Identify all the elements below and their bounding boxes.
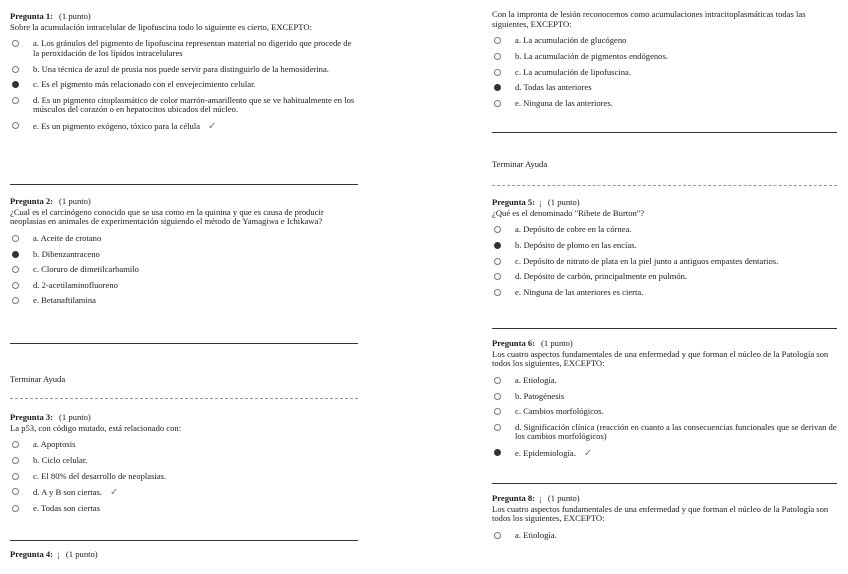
option-d[interactable] xyxy=(492,83,837,93)
option-d[interactable] xyxy=(10,96,358,115)
question-points: (1 punto) xyxy=(541,338,573,348)
option-label: c. Cloruro de dimetilcarbamilo xyxy=(33,264,139,275)
radio-button[interactable] xyxy=(12,282,19,289)
option-e[interactable] xyxy=(492,448,837,459)
radio-button[interactable] xyxy=(494,424,501,431)
question-1 xyxy=(10,12,358,138)
divider xyxy=(10,184,358,185)
options-list xyxy=(10,39,358,132)
question-title: Pregunta 6: xyxy=(492,338,536,348)
question-title: Pregunta 4: xyxy=(10,549,54,559)
option-e[interactable] xyxy=(492,288,837,298)
divider xyxy=(492,132,837,133)
question-points: (1 punto) xyxy=(65,549,98,559)
option-e[interactable] xyxy=(10,504,358,514)
radio-button[interactable] xyxy=(494,37,501,44)
option-d[interactable] xyxy=(10,487,358,498)
question-2 xyxy=(10,197,358,312)
radio-button[interactable] xyxy=(494,258,501,265)
option-label: d. 2-acetilaminofluoreno xyxy=(33,279,118,290)
divider xyxy=(10,398,358,399)
option-label: d. Depósito de carbón, principalmente en pulmón. xyxy=(515,271,688,282)
option-label: e. Betanaftilamina xyxy=(33,295,96,306)
question-stem: Con la impronta de lesión reconocemos como acumulaciones intracitoplasmáticas todas las siguientes, EXCEPTO: xyxy=(492,9,806,29)
question-title: Pregunta 2: xyxy=(10,196,54,206)
divider xyxy=(10,343,358,344)
option-label: c. Depósito de nitrato de plata en la piel junto a antiguos empastes dentarios. xyxy=(515,255,779,266)
flag-icon: ¡ xyxy=(539,493,542,503)
radio-button[interactable] xyxy=(494,377,501,384)
divider xyxy=(492,483,837,484)
option-label: a. Etiología. xyxy=(515,529,557,540)
option-b[interactable] xyxy=(492,241,837,251)
options-list xyxy=(10,440,358,514)
question-4 xyxy=(10,550,358,560)
radio-button[interactable] xyxy=(494,69,501,76)
option-c[interactable] xyxy=(492,407,837,417)
radio-button[interactable] xyxy=(494,289,501,296)
option-label: c. Cambios morfológicos. xyxy=(515,406,604,417)
option-label: d. Significación clínica (reacción en cuanto a las consecuencias funcionales que se derivan de los cambios morfológicos) xyxy=(515,421,837,442)
check-mark-icon: ✓ xyxy=(208,121,217,132)
option-b[interactable] xyxy=(492,392,837,402)
question-header xyxy=(10,550,358,560)
check-mark-icon: ✓ xyxy=(109,487,119,499)
radio-button[interactable] xyxy=(494,100,501,107)
check-mark-icon: ✓ xyxy=(583,448,593,459)
radio-button[interactable] xyxy=(494,226,501,233)
option-d[interactable] xyxy=(492,423,837,442)
radio-button[interactable] xyxy=(12,441,19,448)
radio-button[interactable] xyxy=(12,97,19,104)
option-label: a. Los gránulos del pigmento de lipofuscina representan material no digerido que procede de la peroxidación de los lípidos intracelulares xyxy=(33,38,352,58)
question-stem: Los cuatro aspectos fundamentales de una enfermedad y que forman el núcleo de la Patología son todos los siguientes, EXCEPTO: xyxy=(492,348,829,369)
option-e[interactable] xyxy=(10,121,358,132)
question-stem: ¿Qué es el denominado "Ribete de Burton"? xyxy=(492,207,645,218)
option-d[interactable] xyxy=(10,281,358,291)
option-d[interactable] xyxy=(492,272,837,282)
option-a[interactable] xyxy=(10,39,358,58)
option-label: a. Depósito de cobre en la córnea. xyxy=(515,224,632,235)
option-a[interactable] xyxy=(10,234,358,244)
question-stem: La p53, con código mutado, está relacionado con: xyxy=(10,422,182,433)
question-continued xyxy=(492,9,837,114)
options-list xyxy=(10,234,358,306)
option-a[interactable] xyxy=(492,531,837,541)
option-label: a. La acumulación de glucógeno xyxy=(515,35,627,46)
radio-button[interactable] xyxy=(12,66,19,73)
radio-button-selected[interactable] xyxy=(494,84,501,91)
divider xyxy=(492,328,837,329)
option-label: d. A y B son ciertas. xyxy=(33,487,102,498)
option-c[interactable] xyxy=(10,472,358,482)
footer-links[interactable]: Terminar Ayuda xyxy=(10,374,66,384)
flag-icon: ¡ xyxy=(57,549,60,559)
radio-button[interactable] xyxy=(494,273,501,280)
question-stem: Los cuatro aspectos fundamentales de una enfermedad y que forman el núcleo de la Patología son todos los siguientes, EXCEPTO: xyxy=(492,503,829,524)
options-list xyxy=(492,531,837,541)
option-c[interactable] xyxy=(492,68,837,78)
footer-links[interactable]: Terminar Ayuda xyxy=(492,159,548,169)
option-a[interactable] xyxy=(492,225,837,235)
question-stem: ¿Cual es el carcinógeno conocido que se usa como en la quinina y que es causa de producir neoplasias en animales de experimentación siguiendo el método de Yamagiwa e Ichikawa? xyxy=(10,206,324,227)
options-list xyxy=(492,376,837,459)
option-label: b. Patogénesis xyxy=(515,390,565,401)
question-header xyxy=(10,12,358,22)
option-label: d. Es un pigmento citoplasmático de color marrón-amarillento que se ve habitualmente en los músculos del corazón o en hepatocitos ubicados del núcleo. xyxy=(33,94,355,115)
question-title: Pregunta 8: xyxy=(492,493,536,503)
option-label: e. Todas son ciertas xyxy=(33,503,101,514)
question-title: Pregunta 5: xyxy=(492,197,536,207)
option-label: e. Ninguna de las anteriores. xyxy=(515,97,613,108)
option-b[interactable] xyxy=(10,456,358,466)
radio-button[interactable] xyxy=(12,122,19,129)
question-5 xyxy=(492,198,837,303)
radio-button[interactable] xyxy=(12,505,19,512)
question-3 xyxy=(10,413,358,520)
question-title: Pregunta 3: xyxy=(10,412,54,422)
question-header xyxy=(492,198,837,208)
radio-button[interactable] xyxy=(494,532,501,539)
question-stem: Sobre la acumulación intracelular de lipofuscina todo lo siguiente es cierto, EXCEPTO: xyxy=(10,21,312,32)
option-label: e. Ninguna de las anteriores es cierta. xyxy=(515,286,644,297)
option-c[interactable] xyxy=(492,257,837,267)
question-8 xyxy=(492,494,837,547)
option-label: a. Apoptosis xyxy=(33,439,76,450)
option-label: b. La acumulación de pigmentos endógenos. xyxy=(515,50,668,61)
radio-button[interactable] xyxy=(12,457,19,464)
radio-button[interactable] xyxy=(12,488,19,495)
option-c[interactable] xyxy=(10,265,358,275)
option-b[interactable] xyxy=(10,65,358,75)
radio-button-selected[interactable] xyxy=(494,449,501,456)
flag-icon: ¡ xyxy=(539,197,542,207)
option-label: a. Aceite de crotano xyxy=(33,232,102,243)
question-6 xyxy=(492,339,837,465)
option-label: e. Es un pigmento exógeno, tóxico para la célula xyxy=(33,121,201,131)
divider xyxy=(10,540,358,541)
option-b[interactable] xyxy=(492,52,837,62)
option-a[interactable] xyxy=(492,376,837,386)
question-header xyxy=(492,339,837,349)
options-list xyxy=(492,225,837,297)
options-list xyxy=(492,36,837,108)
option-label: c. La acumulación de lipofuscina. xyxy=(515,66,631,77)
option-label: e. Epidemiología. xyxy=(515,448,576,458)
question-points: (1 punto) xyxy=(547,197,580,207)
question-points: (1 punto) xyxy=(59,11,91,21)
option-label: d. Todas las anteriores xyxy=(515,82,592,93)
option-a[interactable] xyxy=(10,440,358,450)
question-points: (1 punto) xyxy=(59,196,91,206)
radio-button[interactable] xyxy=(12,40,19,47)
option-a[interactable] xyxy=(492,36,837,46)
question-points: (1 punto) xyxy=(547,493,580,503)
radio-button-selected[interactable] xyxy=(12,81,19,88)
radio-button[interactable] xyxy=(12,297,19,304)
option-label: a. Etiología. xyxy=(515,374,557,385)
option-label: c. El 80% del desarrollo de neoplasias. xyxy=(33,470,167,481)
option-label: b. Dibenzantraceno xyxy=(33,248,100,259)
radio-button[interactable] xyxy=(12,235,19,242)
radio-button-selected[interactable] xyxy=(494,242,501,249)
radio-button[interactable] xyxy=(494,393,501,400)
question-header xyxy=(10,413,358,423)
option-c[interactable] xyxy=(10,80,358,90)
radio-button[interactable] xyxy=(12,266,19,273)
radio-button[interactable] xyxy=(494,408,501,415)
radio-button[interactable] xyxy=(12,473,19,480)
option-e[interactable] xyxy=(492,99,837,109)
option-b[interactable] xyxy=(10,250,358,260)
question-title: Pregunta 1: xyxy=(10,11,54,21)
question-points: (1 punto) xyxy=(59,412,91,422)
option-e[interactable] xyxy=(10,296,358,306)
divider xyxy=(492,185,837,186)
question-header xyxy=(10,197,358,207)
option-label: b. Depósito de plomo en las encías. xyxy=(515,239,637,250)
option-label: b. Ciclo celular. xyxy=(33,454,88,465)
option-label: b. Una técnica de azul de prusia nos puede servir para distinguirlo de la hemosiderina. xyxy=(33,63,329,74)
radio-button-selected[interactable] xyxy=(12,251,19,258)
option-label: c. Es el pigmento más relacionado con el envejecimiento celular. xyxy=(33,79,256,90)
question-header xyxy=(492,494,837,504)
radio-button[interactable] xyxy=(494,53,501,60)
